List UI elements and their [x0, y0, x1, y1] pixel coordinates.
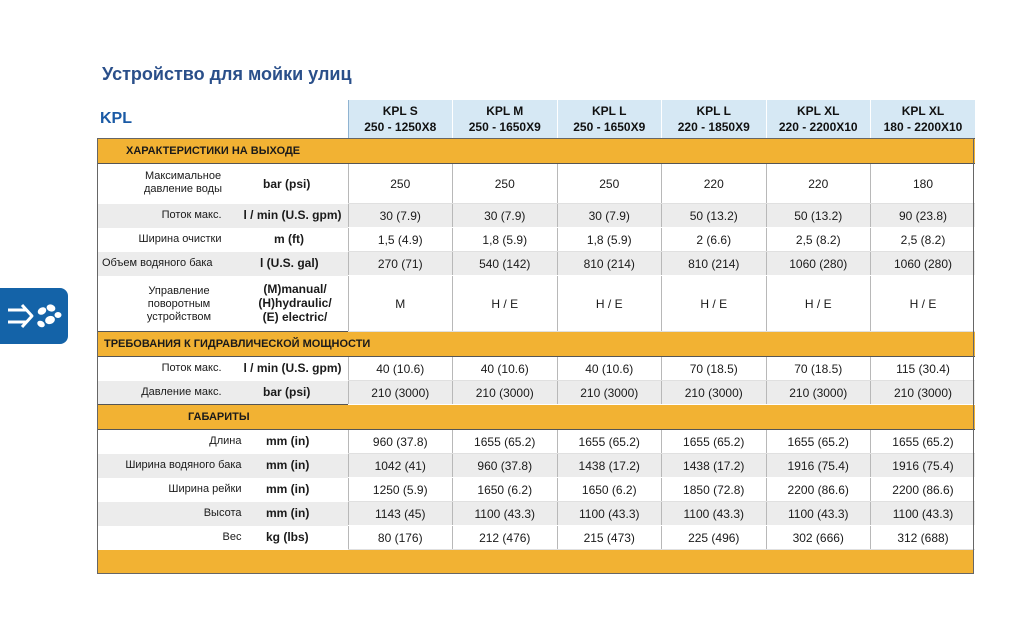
- model-header: [871, 100, 976, 139]
- row-label: [98, 478, 348, 502]
- brand-label: KPL: [100, 110, 132, 127]
- section-title: ГАБАРИТЫ: [98, 405, 975, 430]
- table-cell: 70 (18.5): [662, 357, 767, 381]
- table-cell: 40 (10.6): [348, 357, 453, 381]
- section-title: ТРЕБОВАНИЯ К ГИДРАВЛИЧЕСКОЙ МОЩНОСТИ: [98, 332, 975, 357]
- table-row: [98, 381, 975, 405]
- spec-table: [98, 100, 975, 550]
- row-name: Высота: [203, 506, 242, 519]
- page-title: Устройство для мойки улиц: [102, 64, 352, 84]
- table-cell: 50 (13.2): [766, 204, 871, 228]
- row-name: Объем водяного бака: [102, 256, 213, 269]
- model-spec: 250 - 1650X9: [573, 120, 646, 134]
- table-cell: 2,5 (8.2): [871, 228, 976, 252]
- row-unit: bar (psi): [263, 177, 311, 191]
- row-name: Длина: [209, 435, 242, 447]
- table-cell: 960 (37.8): [453, 454, 558, 478]
- row-label: [98, 502, 348, 526]
- model-name: KPL S: [382, 104, 418, 118]
- section-dimensions: [98, 405, 975, 430]
- row-unit: mm (in): [266, 434, 310, 448]
- section-output: [98, 139, 975, 164]
- table-cell: 250: [453, 164, 558, 204]
- table-cell: 30 (7.9): [453, 204, 558, 228]
- row-unit: (M)manual/ (H)hydraulic/ (E) electric/: [258, 281, 332, 324]
- table-cell: 180: [871, 164, 976, 204]
- table-cell: 90 (23.8): [871, 204, 976, 228]
- table-cell: 1100 (43.3): [662, 502, 767, 526]
- table-cell: H / E: [766, 276, 871, 332]
- row-label: [98, 430, 348, 454]
- row-label: [98, 381, 348, 405]
- table-cell: H / E: [662, 276, 767, 332]
- table-cell: 250: [348, 164, 453, 204]
- row-label: [98, 164, 348, 204]
- table-cell: 1,5 (4.9): [348, 228, 453, 252]
- model-header: [348, 100, 453, 139]
- table-cell: 30 (7.9): [348, 204, 453, 228]
- table-cell: 1,8 (5.9): [557, 228, 662, 252]
- table-cell: 30 (7.9): [557, 204, 662, 228]
- table-cell: 40 (10.6): [557, 357, 662, 381]
- table-cell: 1250 (5.9): [348, 478, 453, 502]
- table-cell: 1438 (17.2): [662, 454, 767, 478]
- table-cell: 1100 (43.3): [453, 502, 558, 526]
- table-cell: 302 (666): [766, 526, 871, 550]
- table-cell: 1,8 (5.9): [453, 228, 558, 252]
- model-name: KPL L: [592, 104, 627, 118]
- row-unit: kg (lbs): [266, 529, 309, 544]
- table-cell: 1060 (280): [766, 252, 871, 276]
- water-jet-icon: [4, 300, 64, 332]
- table-footer-band: [98, 550, 974, 573]
- model-spec: 250 - 1250X8: [364, 120, 437, 134]
- table-cell: H / E: [453, 276, 558, 332]
- table-row: [98, 526, 975, 550]
- table-cell: 40 (10.6): [453, 357, 558, 381]
- table-cell: 1042 (41): [348, 454, 453, 478]
- table-cell: 1650 (6.2): [557, 478, 662, 502]
- row-name: Вес: [222, 530, 242, 543]
- table-cell: 1438 (17.2): [557, 454, 662, 478]
- table-cell: H / E: [557, 276, 662, 332]
- table-row: [98, 252, 975, 276]
- row-name: Поток макс.: [161, 362, 222, 374]
- model-name: KPL M: [486, 104, 524, 118]
- table-cell: 2200 (86.6): [871, 478, 976, 502]
- table-cell: 210 (3000): [348, 381, 453, 405]
- table-cell: 50 (13.2): [662, 204, 767, 228]
- table-row: [98, 454, 975, 478]
- table-cell: 1655 (65.2): [557, 430, 662, 454]
- table-cell: 810 (214): [662, 252, 767, 276]
- table-cell: 1655 (65.2): [662, 430, 767, 454]
- model-name: KPL XL: [901, 104, 945, 118]
- table-cell: 1100 (43.3): [871, 502, 976, 526]
- row-name: Ширина водяного бака: [125, 458, 242, 471]
- row-unit: bar (psi): [263, 384, 311, 399]
- table-cell: 1850 (72.8): [662, 478, 767, 502]
- row-unit: l (U.S. gal): [260, 255, 319, 270]
- table-row: [98, 228, 975, 252]
- row-label: [98, 276, 348, 332]
- table-row: [98, 430, 975, 454]
- row-unit: mm (in): [266, 457, 310, 472]
- table-row: [98, 357, 975, 381]
- table-cell: 270 (71): [348, 252, 453, 276]
- table-cell: 210 (3000): [871, 381, 976, 405]
- table-cell: 250: [557, 164, 662, 204]
- row-label: [98, 357, 348, 381]
- table-cell: H / E: [871, 276, 976, 332]
- model-name: KPL L: [696, 104, 731, 118]
- header-row: [98, 100, 975, 139]
- row-label: [98, 228, 348, 252]
- row-label: [98, 526, 348, 550]
- model-spec: 220 - 1850X9: [677, 120, 750, 134]
- model-spec: 180 - 2200X10: [883, 120, 963, 134]
- table-cell: 540 (142): [453, 252, 558, 276]
- section-hydraulic: [98, 332, 975, 357]
- model-header: [662, 100, 767, 139]
- table-cell: 80 (176): [348, 526, 453, 550]
- table-cell: 960 (37.8): [348, 430, 453, 454]
- table-row: [98, 502, 975, 526]
- table-cell: 1916 (75.4): [766, 454, 871, 478]
- table-cell: 1143 (45): [348, 502, 453, 526]
- row-name: Поток макс.: [161, 208, 222, 221]
- table-cell: 225 (496): [662, 526, 767, 550]
- table-row: [98, 204, 975, 228]
- model-header: [453, 100, 558, 139]
- row-unit: l / min (U.S. gpm): [243, 361, 342, 375]
- row-unit: m (ft): [274, 231, 304, 246]
- row-unit: mm (in): [266, 481, 310, 496]
- row-label: [98, 454, 348, 478]
- table-cell: 1655 (65.2): [871, 430, 976, 454]
- table-cell: 2 (6.6): [662, 228, 767, 252]
- table-cell: 2200 (86.6): [766, 478, 871, 502]
- row-name: Ширина очистки: [138, 232, 222, 245]
- table-cell: 810 (214): [557, 252, 662, 276]
- table-cell: 1650 (6.2): [453, 478, 558, 502]
- row-name: Максимальное давление воды: [144, 170, 222, 195]
- table-cell: 70 (18.5): [766, 357, 871, 381]
- table-row: [98, 164, 975, 204]
- table-cell: 210 (3000): [453, 381, 558, 405]
- table-cell: M: [348, 276, 453, 332]
- row-label: [98, 252, 348, 276]
- model-header: [766, 100, 871, 139]
- table-cell: 210 (3000): [557, 381, 662, 405]
- table-cell: 1655 (65.2): [453, 430, 558, 454]
- row-name: Давление макс.: [141, 385, 222, 398]
- table-cell: 1100 (43.3): [766, 502, 871, 526]
- table-cell: 312 (688): [871, 526, 976, 550]
- model-spec: 220 - 2200X10: [778, 120, 858, 134]
- table-row: [98, 478, 975, 502]
- model-spec: 250 - 1650X9: [468, 120, 541, 134]
- table-cell: 215 (473): [557, 526, 662, 550]
- row-name: Ширина рейки: [168, 482, 242, 495]
- row-name: Управление поворотным устройством: [146, 284, 212, 323]
- row-unit: mm (in): [266, 505, 310, 520]
- model-name: KPL XL: [797, 104, 840, 118]
- table-cell: 1655 (65.2): [766, 430, 871, 454]
- side-navigation-tab[interactable]: [0, 288, 68, 344]
- table-cell: 1060 (280): [871, 252, 976, 276]
- table-cell: 210 (3000): [662, 381, 767, 405]
- table-cell: 220: [662, 164, 767, 204]
- table-cell: 220: [766, 164, 871, 204]
- row-label: [98, 204, 348, 228]
- table-row: [98, 276, 975, 332]
- table-cell: 212 (476): [453, 526, 558, 550]
- table-cell: 2,5 (8.2): [766, 228, 871, 252]
- table-cell: 210 (3000): [766, 381, 871, 405]
- table-cell: 1916 (75.4): [871, 454, 976, 478]
- table-cell: 115 (30.4): [871, 357, 976, 381]
- section-title: ХАРАКТЕРИСТИКИ НА ВЫХОДЕ: [98, 139, 975, 164]
- model-header: [557, 100, 662, 139]
- table-cell: 1100 (43.3): [557, 502, 662, 526]
- row-unit: l / min (U.S. gpm): [243, 207, 342, 222]
